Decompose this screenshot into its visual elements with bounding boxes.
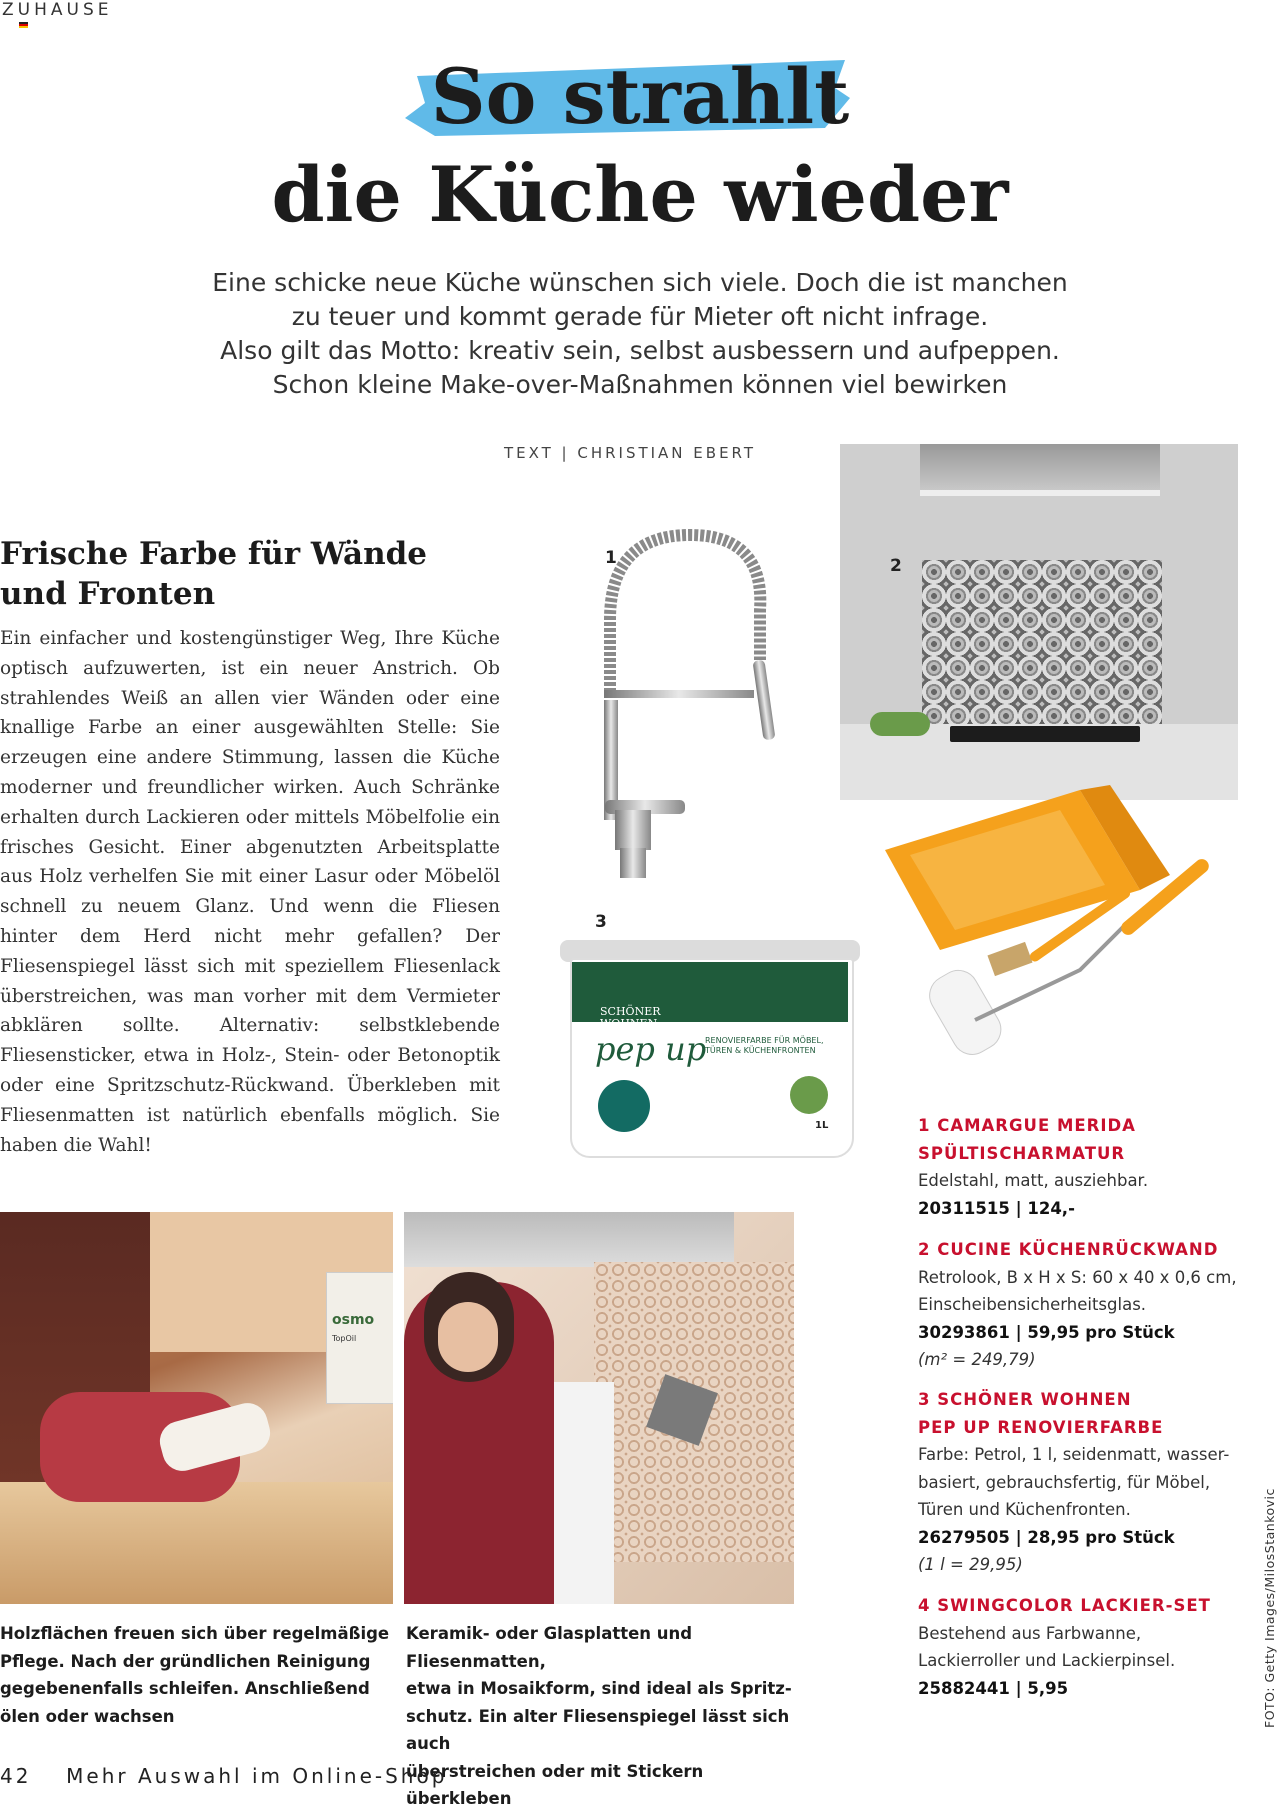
flag-icon [19, 22, 28, 28]
caption-line: ölen oder wachsen [0, 1706, 175, 1726]
section-label: ZUHAUSE [2, 0, 113, 20]
product-title: 1 CAMARGUE MERIDA [918, 1116, 1136, 1135]
color-swatch [598, 1080, 650, 1132]
product-description: Bestehend aus Farbwanne, [918, 1623, 1142, 1643]
product-title: 2 CUCINE KÜCHENRÜCKWAND [918, 1240, 1219, 1259]
product-unit-price: (m² = 249,79) [918, 1350, 1036, 1369]
backsplash-image [840, 444, 1238, 800]
product-description: basiert, gebrauchsfertig, für Möbel, [918, 1472, 1211, 1492]
heading-line: Frische Farbe für Wände [0, 536, 428, 572]
intro-line: Schon kleine Make-over-Maßnahmen können viel bewirken [272, 370, 1008, 399]
intro-line: zu teuer und kommt gerade für Mieter oft nicht infrage. [291, 302, 989, 331]
caption-line: Pflege. Nach der gründlichen Reinigung [0, 1651, 371, 1671]
caption-left [0, 1620, 393, 1730]
article-body: Ein einfacher und kostengünstiger Weg, Ihre Küche optisch aufzuwerten, ist ein neuer Anstrich. Ob strahlendes Weiß an allen vier Wänden oder eine knallige Farbe an einer ausgewählten Stelle: Sie erzeugen eine andere Stimmung, lassen die Küche moderner und freundlicher wirken. Auch Schränke erhalten durch Lackieren oder mittels Möbelfolie ein frisches Gesicht. Einer abgenutzten Arbeitsplatte aus Holz verhelfen Sie mit einer Lasur oder Möbelöl schnell zu neuem Glanz. Und wenn die Fliesen hinter dem Herd nicht mehr gefallen? Der Fliesenspiegel lässt sich mit speziellem Fliesenlack überstreichen, was man vorher mit dem Vermieter abklären sollte. Alternativ: selbstklebende Fliesensticker, etwa in Holz-, Stein- oder Betonoptik oder eine Spritzschutz-Rückwand. Überkleben mit Fliesenmatten ist natürlich ebenfalls möglich. Sie haben die Wahl! [0, 628, 500, 1156]
page-footer [0, 1764, 447, 1788]
product-sku-price: 26279505 | 28,95 pro Stück [918, 1527, 1175, 1547]
figure-number-2: 2 [890, 556, 902, 576]
product-info-4 [918, 1592, 1248, 1702]
product-sku-price: 25882441 | 5,95 [918, 1678, 1069, 1698]
caption-line: Holzflächen freuen sich über regelmäßige [0, 1624, 390, 1643]
article-heading [0, 534, 470, 614]
bucket-brand: SCHÖNER WOHNEN [600, 1005, 661, 1030]
page-title-line1: So strahlt [430, 52, 850, 141]
bucket-volume: 1L [815, 1120, 829, 1131]
caption-line: schutz. Ein alter Fliesenspiegel lässt sich auch [406, 1706, 790, 1753]
oil-brand: osmo [332, 1312, 375, 1328]
product-title: PEP UP RENOVIERFARBE [918, 1417, 1164, 1437]
caption-line: gegebenenfalls schleifen. Anschließend [0, 1679, 370, 1698]
wood-oiling-photo [0, 1212, 393, 1604]
paint-bucket-image [560, 940, 860, 1160]
product-unit-price: (1 l = 29,95) [918, 1555, 1023, 1574]
product-sku-price: 20311515 | 124,- [918, 1198, 1075, 1218]
product-info-2 [918, 1236, 1248, 1374]
product-description: Türen und Küchenfronten. [918, 1500, 1131, 1519]
photo-credit: FOTO: Getty Images/MilosStankovic [1262, 1488, 1277, 1728]
author-byline: TEXT | CHRISTIAN EBERT [503, 444, 757, 462]
bucket-name: pep up [595, 1030, 707, 1068]
product-info-3 [918, 1386, 1248, 1579]
caption-line: Keramik- oder Glasplatten und Fliesenmatten, [406, 1624, 693, 1671]
badge-icon [790, 1076, 828, 1114]
page-title-line2: die Küche wieder [271, 150, 1009, 239]
product-description: Edelstahl, matt, ausziehbar. [918, 1171, 1149, 1190]
faucet-image [590, 520, 800, 880]
product-description: Retrolook, B x H x S: 60 x 40 x 0,6 cm, [918, 1267, 1237, 1287]
figure-number-1: 1 [605, 548, 617, 568]
bucket-subtitle-line: TÜREN & KÜCHENFRONTEN [705, 1046, 816, 1055]
bucket-subtitle-line: RENOVIERFARBE FÜR MÖBEL, [705, 1036, 824, 1045]
product-info-1 [918, 1112, 1248, 1222]
caption-line: etwa in Mosaikform, sind ideal als Spritz- [406, 1679, 792, 1698]
product-title: 4 SWINGCOLOR LACKIER-SET [918, 1596, 1211, 1615]
product-title: SPÜLTISCHARMATUR [918, 1143, 1126, 1163]
product-sku-price: 30293861 | 59,95 pro Stück [918, 1322, 1175, 1342]
tiling-photo [404, 1212, 794, 1604]
intro-line: Also gilt das Motto: kreativ sein, selbst ausbessern und aufpeppen. [220, 336, 1060, 365]
figure-number-3: 3 [595, 912, 607, 932]
page-number: 42 [0, 1764, 32, 1788]
oil-product: TopOil [332, 1334, 357, 1343]
bucket-subtitle [705, 1036, 823, 1056]
caption-line: überstreichen oder mit Stickern überkleben [406, 1761, 704, 1808]
caption-right [406, 1620, 806, 1813]
heading-line: und Fronten [0, 576, 216, 612]
product-description: Lackierroller und Lackierpinsel. [918, 1651, 1176, 1670]
footer-link-online-shop[interactable]: Mehr Auswahl im Online-Shop [66, 1764, 448, 1788]
intro-line: Eine schicke neue Küche wünschen sich viele. Doch die ist manchen [212, 268, 1068, 297]
product-title: 3 SCHÖNER WOHNEN [918, 1390, 1132, 1409]
product-description: Einscheibensicherheitsglas. [918, 1295, 1147, 1314]
lacquer-set-image [880, 780, 1220, 1070]
product-description: Farbe: Petrol, 1 l, seidenmatt, wasser- [918, 1445, 1230, 1464]
intro-text [200, 266, 1080, 402]
